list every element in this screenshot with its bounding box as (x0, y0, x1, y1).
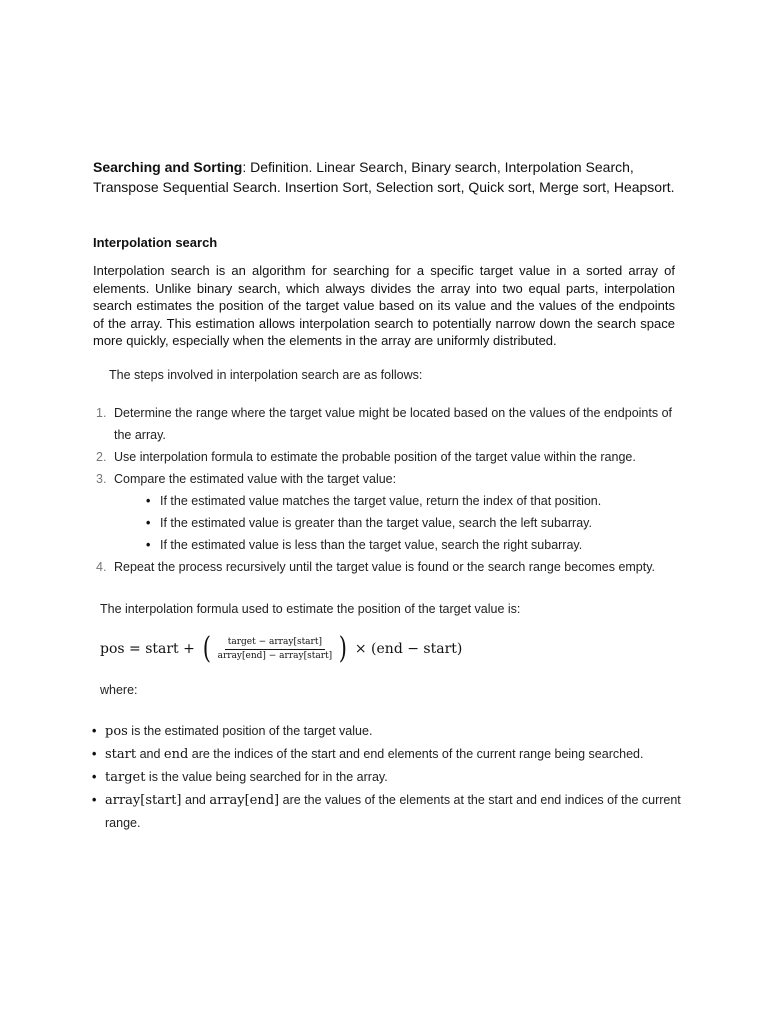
formula-lhs: pos = start + (100, 641, 195, 657)
bullet-icon: • (92, 770, 97, 784)
formula-numerator: target − array[start] (225, 637, 325, 650)
step-number: 3. (96, 472, 107, 486)
sub-step-item (146, 490, 676, 512)
definition-term: target (105, 770, 146, 785)
formula-fraction (215, 637, 336, 662)
step-item (96, 446, 676, 468)
syllabus-text: : Definition. Linear Search, Binary search, Interpolation Search, Transpose Sequential Search. Insertion Sort, Selection sort, Quick sort, Merge sort, Heapsort. (93, 159, 675, 195)
step-text: Repeat the process recursively until the target value is found or the search range becomes empty. (114, 560, 656, 574)
interpolation-formula (100, 631, 463, 666)
syllabus-bold-label: Searching and Sorting (93, 159, 243, 175)
definition-connector: and (136, 747, 164, 761)
definition-text: is the estimated position of the target value. (127, 724, 373, 738)
bullet-icon: • (146, 516, 151, 530)
step-number: 2. (96, 450, 107, 464)
definition-term: array[end] (209, 793, 280, 808)
sub-step-item (146, 534, 676, 556)
sub-step-text: If the estimated value is greater than the target value, search the left subarray. (160, 516, 592, 530)
step-number: 4. (96, 560, 107, 574)
intro-paragraph: Interpolation search is an algorithm for searching for a specific target value in a sorted array of elements. Unlike binary search, which always divides the array into two equal parts, interpolation search estimates the position of the target value based on its value and the values of the endpoints of the array. This estimation allows interpolation search to potentially narrow down the search space more quickly, especially when the elements in the array are uniformly distributed. (93, 263, 675, 349)
sub-step-text: If the estimated value is less than the target value, search the right subarray. (160, 538, 583, 552)
step-number: 1. (96, 406, 107, 420)
definition-item (92, 789, 682, 834)
sub-step-item (146, 512, 676, 534)
step-item (96, 468, 676, 556)
formula-denominator: array[end] − array[start] (217, 650, 333, 661)
definition-term: start (105, 747, 137, 762)
formula-intro: The interpolation formula used to estimate the position of the target value is: (100, 602, 521, 616)
definition-text: are the indices of the start and end elements of the current range being searched. (188, 747, 644, 761)
bullet-icon: • (146, 494, 151, 508)
bullet-icon: • (92, 747, 97, 761)
definition-term: pos (105, 724, 128, 739)
definition-text: is the value being searched for in the array. (145, 770, 388, 784)
sub-step-text: If the estimated value matches the target value, return the index of that position. (160, 494, 602, 508)
left-paren-icon: ( (202, 631, 211, 666)
definition-text: are the values of the elements at the start and end indices of the current range. (105, 793, 681, 830)
formula-rhs: × (end − start) (354, 641, 463, 657)
steps-intro: The steps involved in interpolation search are as follows: (109, 368, 423, 382)
definition-item (92, 720, 682, 743)
sub-steps-list (114, 490, 676, 556)
where-label: where: (100, 683, 138, 697)
step-text: Use interpolation formula to estimate the probable position of the target value within the range. (114, 450, 636, 464)
definitions-list (92, 720, 682, 834)
bullet-icon: • (92, 724, 97, 738)
step-text: Determine the range where the target value might be located based on the values of the endpoints of the array. (114, 406, 673, 442)
section-heading: Interpolation search (93, 235, 218, 250)
step-item (96, 402, 676, 446)
definition-term: end (163, 747, 189, 762)
right-paren-icon: ) (338, 631, 348, 666)
step-text: Compare the estimated value with the target value: (114, 472, 397, 486)
bullet-icon: • (92, 793, 97, 807)
definition-connector: and (181, 793, 210, 807)
steps-list (96, 402, 676, 578)
syllabus-paragraph (93, 157, 693, 197)
step-item (96, 556, 676, 578)
definition-term: array[start] (105, 793, 182, 808)
definition-item (92, 743, 682, 766)
definition-item (92, 766, 682, 789)
bullet-icon: • (146, 538, 151, 552)
